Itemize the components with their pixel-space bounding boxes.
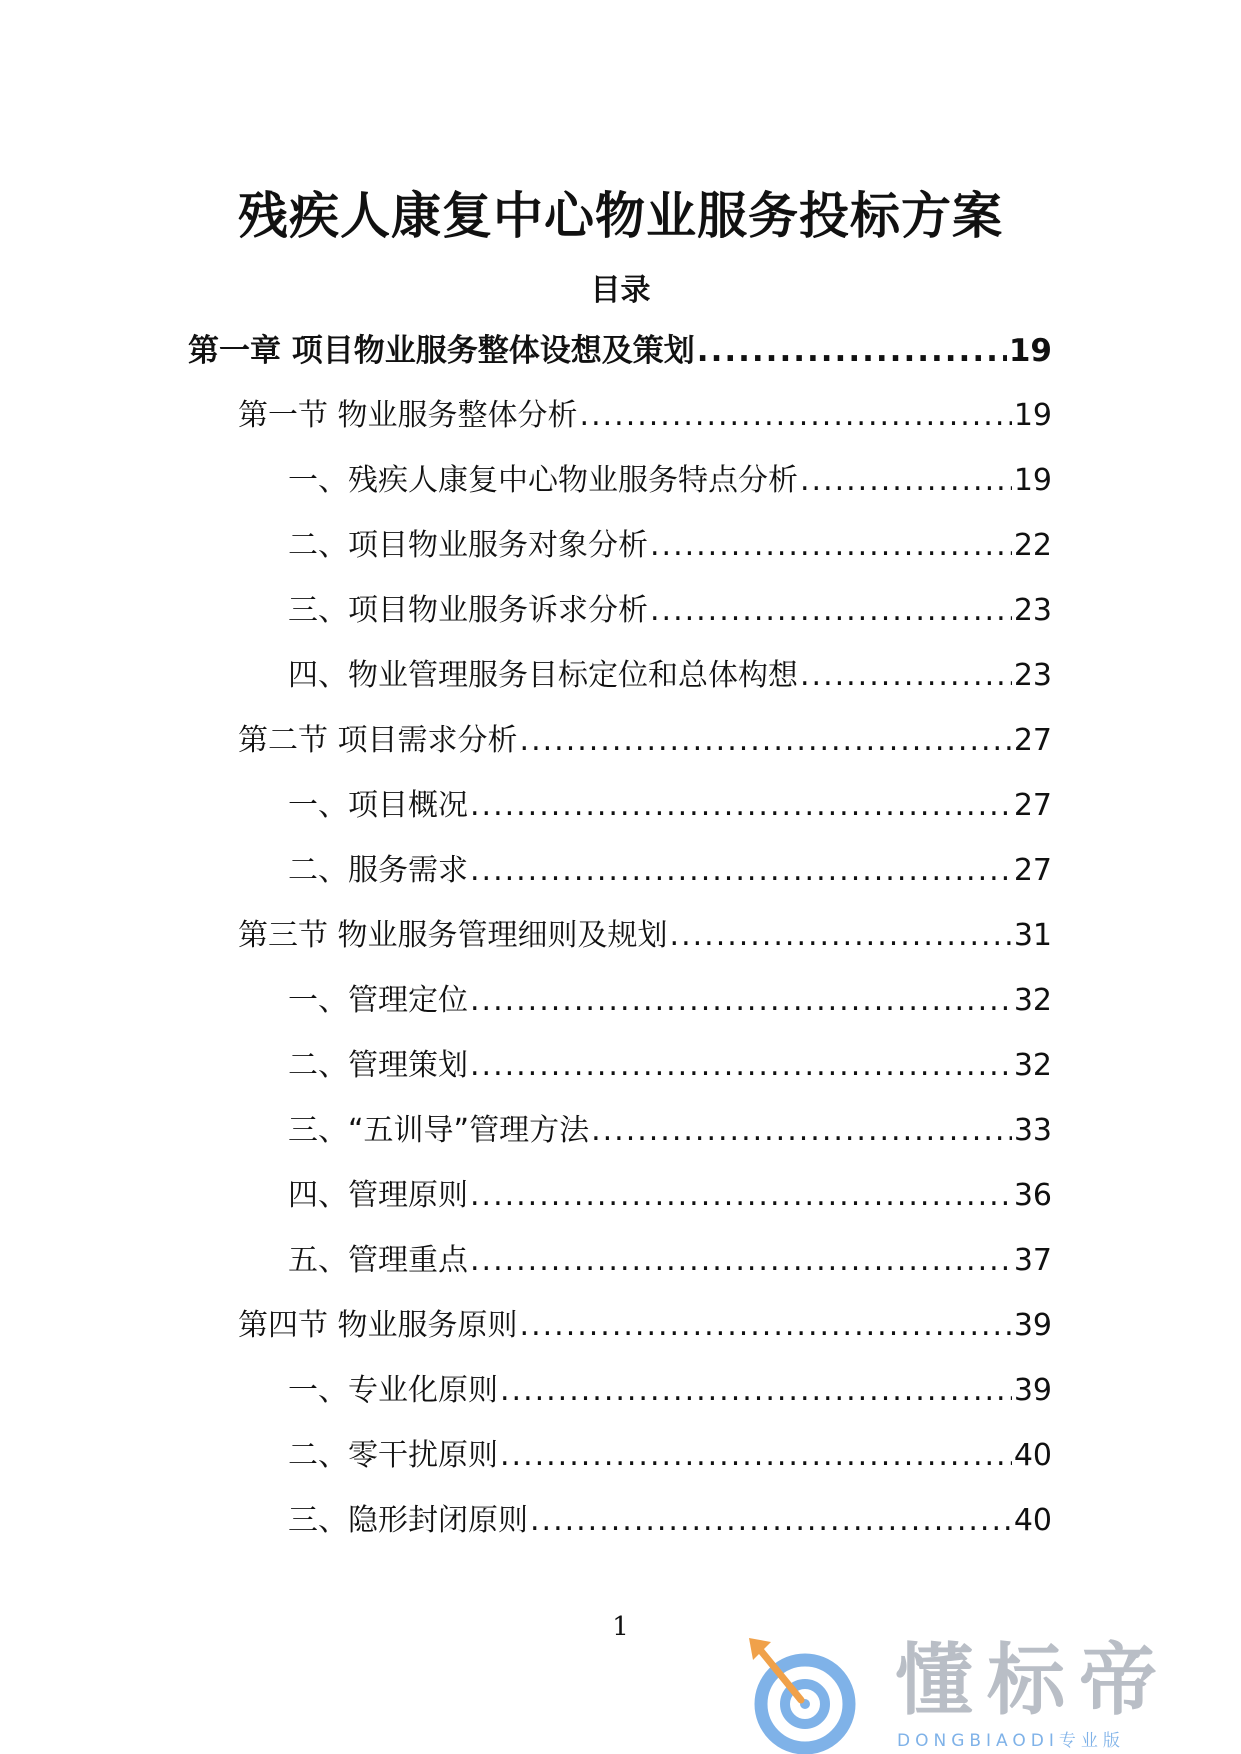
toc-entry[interactable] xyxy=(0,650,1052,715)
toc-entry-title: 二、项目物业服务对象分析 xyxy=(288,528,648,563)
toc-entry-title: 四、管理原则 xyxy=(288,1178,468,1213)
toc-dot-leader xyxy=(470,845,1012,897)
toc-dot-leader xyxy=(800,455,1012,507)
toc-dot-leader xyxy=(800,650,1012,702)
target-arrow-icon xyxy=(745,1636,865,1754)
toc-dot-leader xyxy=(530,1495,1012,1547)
toc-entry[interactable] xyxy=(0,1040,1052,1105)
toc-dot-leader xyxy=(650,520,1012,572)
toc-entry-page: 23 xyxy=(1013,658,1052,693)
toc-entry[interactable] xyxy=(0,455,1052,520)
toc-dot-leader xyxy=(520,1300,1012,1352)
toc-entry[interactable] xyxy=(0,715,1052,780)
toc-entry-title: 第一章 项目物业服务整体设想及策划 xyxy=(188,333,695,369)
toc-entry[interactable] xyxy=(0,780,1052,845)
toc-entry-page: 22 xyxy=(1013,528,1052,563)
toc-entry-page: 40 xyxy=(1013,1503,1052,1538)
toc-dot-leader xyxy=(500,1365,1012,1417)
toc-entry[interactable] xyxy=(0,1430,1052,1495)
toc-dot-leader xyxy=(591,1105,1012,1157)
toc-entry-page: 37 xyxy=(1013,1243,1052,1278)
toc-entry-page: 19 xyxy=(1013,398,1052,433)
toc-dot-leader xyxy=(520,715,1012,767)
toc-entry-title: 第四节 物业服务原则 xyxy=(238,1308,518,1343)
document-title: 残疾人康复中心物业服务投标方案 xyxy=(238,187,1003,245)
toc-entry-title: 三、项目物业服务诉求分析 xyxy=(288,593,648,628)
toc-entry[interactable] xyxy=(0,1300,1052,1365)
toc-entry-title: 一、管理定位 xyxy=(288,983,468,1018)
toc-entry-page: 40 xyxy=(1013,1438,1052,1473)
toc-entry-page: 32 xyxy=(1013,983,1052,1018)
toc-entry[interactable] xyxy=(0,390,1052,455)
toc-entry[interactable] xyxy=(0,845,1052,910)
toc-entry-page: 36 xyxy=(1013,1178,1052,1213)
toc-entry-page: 27 xyxy=(1013,853,1052,888)
toc-entry-title: 一、残疾人康复中心物业服务特点分析 xyxy=(288,463,798,498)
toc-dot-leader xyxy=(470,780,1012,832)
toc-entry-title: 四、物业管理服务目标定位和总体构想 xyxy=(288,658,798,693)
toc-entry-title: 三、隐形封闭原则 xyxy=(288,1503,528,1538)
toc-entry-page: 31 xyxy=(1013,918,1052,953)
toc-entry-title: 第二节 项目需求分析 xyxy=(238,723,518,758)
toc-heading: 目录 xyxy=(590,273,651,308)
toc-dot-leader xyxy=(470,1235,1012,1287)
toc-entry-title: 二、零干扰原则 xyxy=(288,1438,498,1473)
watermark-name: 懂标帝 xyxy=(895,1636,1172,1726)
toc-entry-title: 一、项目概况 xyxy=(288,788,468,823)
toc-entry-page: 23 xyxy=(1013,593,1052,628)
toc-entry[interactable] xyxy=(0,1170,1052,1235)
toc-entry-page: 33 xyxy=(1013,1113,1052,1148)
table-of-contents xyxy=(0,325,1241,1560)
toc-entry[interactable] xyxy=(0,325,1052,390)
toc-entry-title: 二、服务需求 xyxy=(288,853,468,888)
toc-entry-page: 27 xyxy=(1013,788,1052,823)
toc-entry-page: 27 xyxy=(1013,723,1052,758)
toc-dot-leader xyxy=(470,1170,1012,1222)
toc-dot-leader xyxy=(697,325,1007,377)
toc-entry[interactable] xyxy=(0,520,1052,585)
toc-entry[interactable] xyxy=(0,1365,1052,1430)
toc-entry-title: 第一节 物业服务整体分析 xyxy=(238,398,578,433)
toc-entry[interactable] xyxy=(0,910,1052,975)
toc-dot-leader xyxy=(670,910,1012,962)
toc-entry-page: 19 xyxy=(1008,333,1052,369)
watermark-logo xyxy=(745,1636,1215,1754)
page-number: 1 xyxy=(612,1612,629,1642)
toc-entry-title: 五、管理重点 xyxy=(288,1243,468,1278)
toc-entry-title: 二、管理策划 xyxy=(288,1048,468,1083)
toc-entry-title: 三、“五训导”管理方法 xyxy=(288,1113,590,1148)
toc-entry-page: 39 xyxy=(1013,1373,1052,1408)
toc-entry-page: 32 xyxy=(1013,1048,1052,1083)
toc-entry[interactable] xyxy=(0,975,1052,1040)
toc-entry-page: 19 xyxy=(1013,463,1052,498)
toc-entry-title: 第三节 物业服务管理细则及规划 xyxy=(238,918,668,953)
watermark-subtitle: DONGBIAODI专业版 xyxy=(897,1731,1125,1751)
toc-entry[interactable] xyxy=(0,1105,1052,1170)
toc-dot-leader xyxy=(650,585,1012,637)
toc-dot-leader xyxy=(500,1430,1012,1482)
toc-dot-leader xyxy=(470,1040,1012,1092)
toc-entry[interactable] xyxy=(0,585,1052,650)
toc-dot-leader xyxy=(580,390,1012,442)
toc-dot-leader xyxy=(470,975,1012,1027)
toc-entry-title: 一、专业化原则 xyxy=(288,1373,498,1408)
toc-entry[interactable] xyxy=(0,1235,1052,1300)
toc-entry-page: 39 xyxy=(1013,1308,1052,1343)
toc-entry[interactable] xyxy=(0,1495,1052,1560)
